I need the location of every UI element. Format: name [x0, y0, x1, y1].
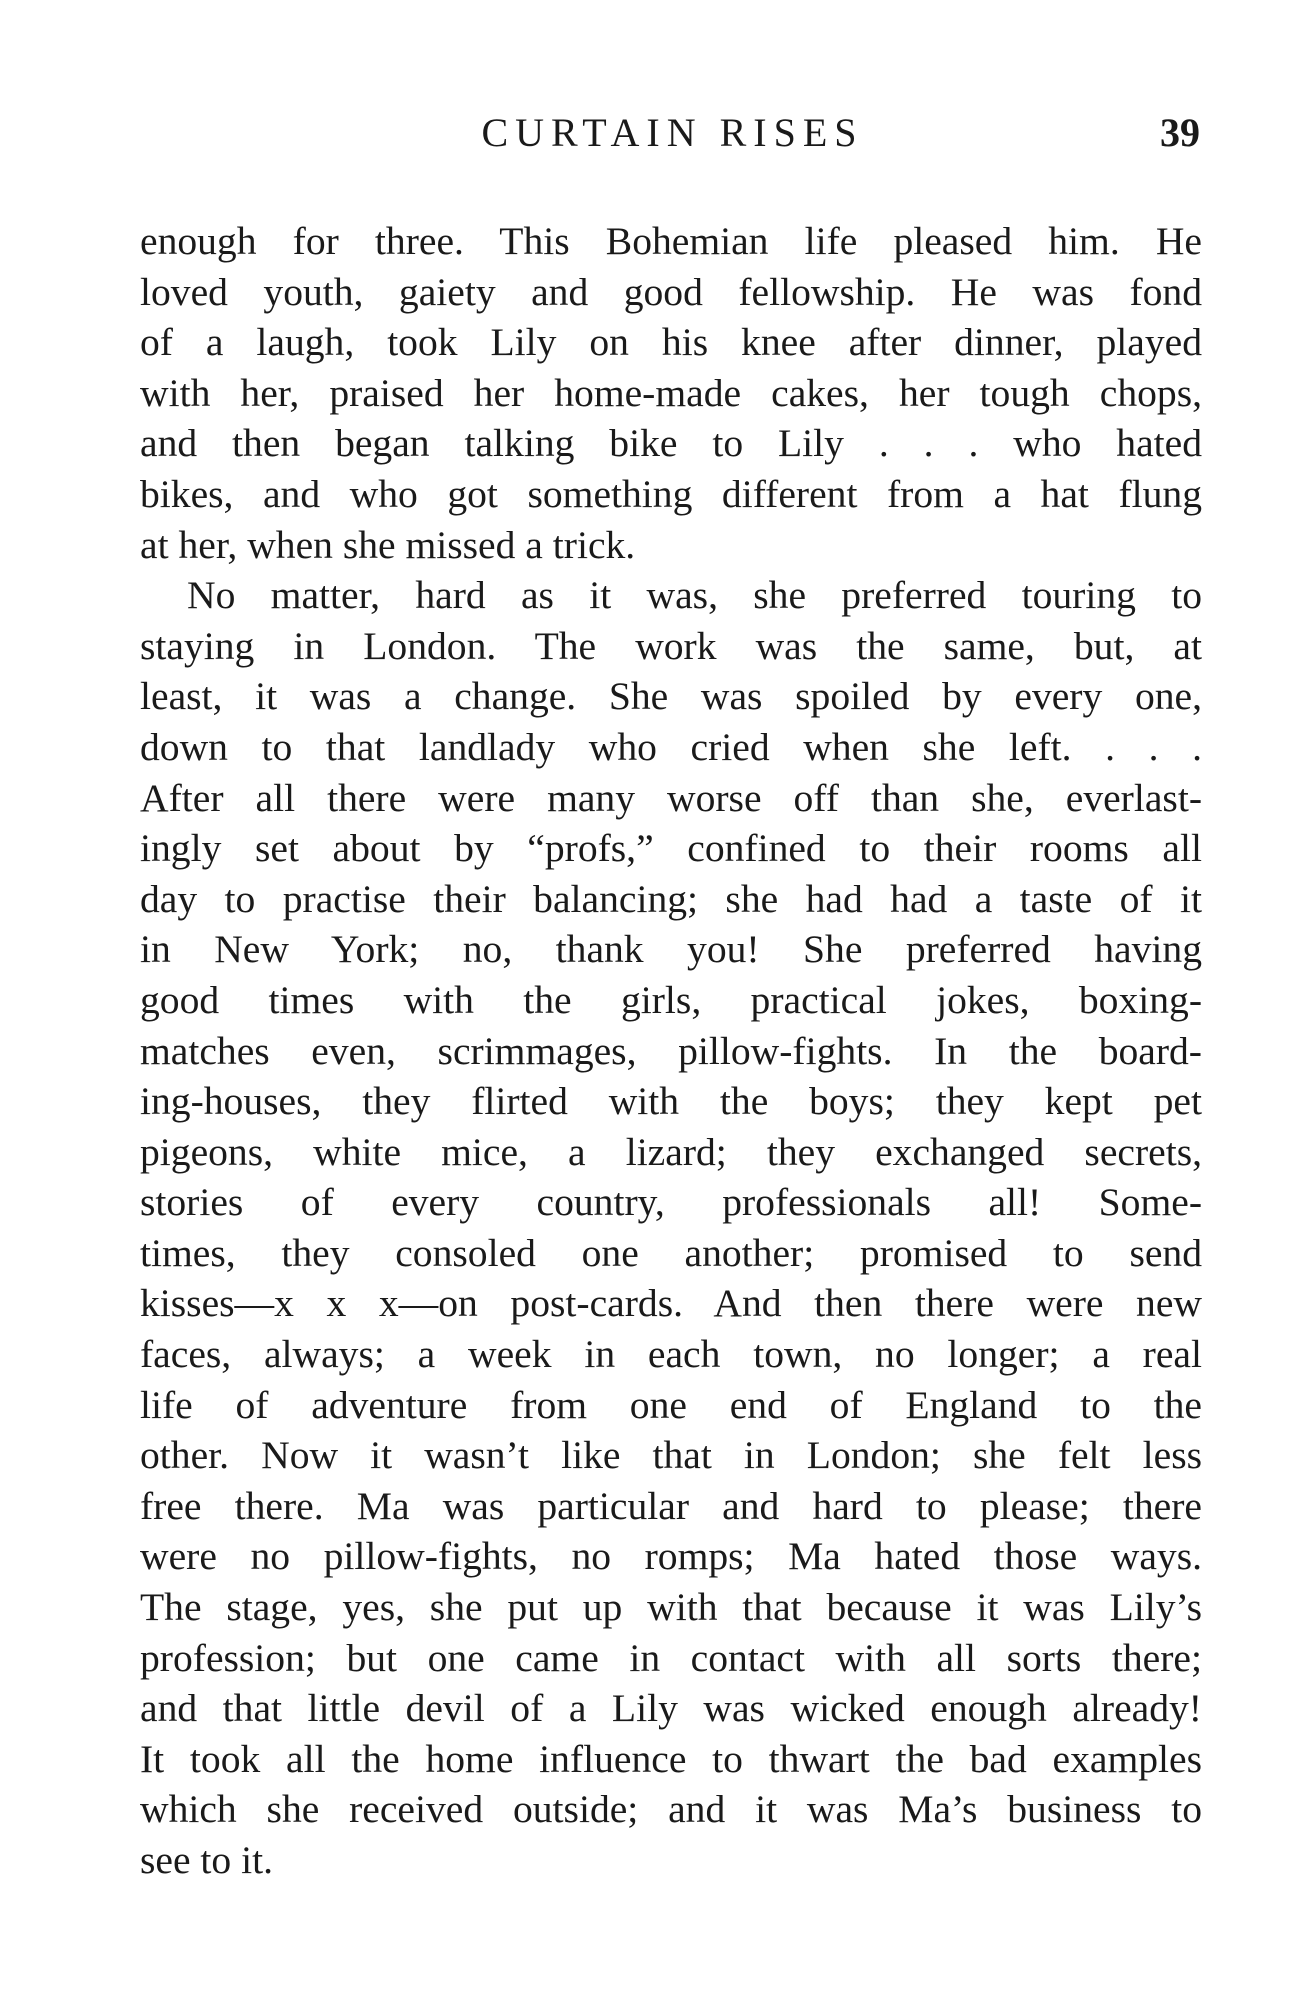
- text-line: good times with the girls, practical jokes, boxing-: [140, 977, 1202, 1022]
- text-line: faces, always; a week in each town, no longer; a real: [140, 1332, 1202, 1377]
- text-line: kisses—x x x—on post-cards. And then there were new: [140, 1281, 1202, 1326]
- text-line: bikes, and who got something different from a hat flung: [140, 471, 1202, 516]
- text-line: enough for three. This Bohemian life pleased him. He: [140, 219, 1202, 263]
- text-line: at her, when she missed a trick.: [140, 522, 636, 567]
- text-line: matches even, scrimmages, pillow-fights. In the board-: [140, 1028, 1202, 1073]
- text-line: profession; but one came in contact with all sorts there;: [140, 1635, 1202, 1680]
- text-line: ingly set about by “profs,” confined to their rooms all: [140, 826, 1202, 871]
- text-line: stories of every country, professionals all! Some-: [140, 1180, 1202, 1225]
- text-line: loved youth, gaiety and good fellowship. He was fond: [140, 269, 1202, 314]
- text-line: staying in London. The work was the same, but, at: [140, 623, 1202, 668]
- text-line: down to that landlady who cried when she left. . . .: [140, 724, 1202, 769]
- text-line: free there. Ma was particular and hard to please; there: [140, 1483, 1202, 1528]
- text-line: with her, praised her home-made cakes, her tough chops,: [140, 370, 1202, 415]
- text-line: The stage, yes, she put up with that because it was Lily’s: [140, 1585, 1202, 1630]
- text-line: see to it.: [140, 1838, 273, 1882]
- running-title: CURTAIN RISES: [481, 110, 864, 155]
- text-line: life of adventure from one end of England to the: [140, 1382, 1202, 1427]
- text-line: were no pillow-fights, no romps; Ma hated those ways.: [140, 1534, 1202, 1579]
- text-line: which she received outside; and it was Ma’s business to: [140, 1787, 1202, 1832]
- text-line: No matter, hard as it was, she preferred touring to: [187, 573, 1202, 618]
- text-line: pigeons, white mice, a lizard; they exchanged secrets,: [140, 1129, 1202, 1174]
- page-number: 39: [1160, 110, 1200, 155]
- body-text: [140, 216, 1202, 1886]
- text-line: day to practise their balancing; she had had a taste of it: [140, 876, 1202, 921]
- text-line: other. Now it wasn’t like that in London; she felt less: [140, 1433, 1202, 1478]
- text-line: It took all the home influence to thwart the bad examples: [140, 1736, 1202, 1781]
- text-line: of a laugh, took Lily on his knee after dinner, played: [140, 320, 1202, 365]
- text-line: and that little devil of a Lily was wicked enough already!: [140, 1686, 1202, 1731]
- text-line: least, it was a change. She was spoiled by every one,: [140, 674, 1202, 719]
- text-line: in New York; no, thank you! She preferred having: [140, 927, 1202, 972]
- text-line: and then began talking bike to Lily . . . who hated: [140, 421, 1202, 466]
- text-line: After all there were many worse off than she, everlast-: [140, 775, 1202, 820]
- text-line: ing-houses, they flirted with the boys; they kept pet: [140, 1079, 1202, 1124]
- running-head: [145, 103, 1200, 163]
- text-line: times, they consoled one another; promised to send: [140, 1230, 1202, 1275]
